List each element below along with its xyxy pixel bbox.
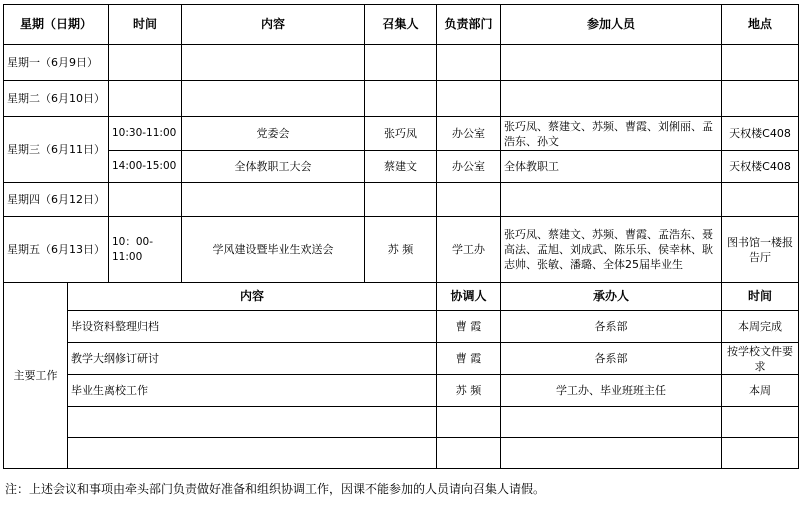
meeting-participants: 全体教职工 <box>501 151 722 183</box>
work-time: 本周完成 <box>722 311 799 343</box>
work-header-coordinator: 协调人 <box>437 283 501 311</box>
table-row <box>4 217 799 283</box>
work-time: 本周 <box>722 375 799 407</box>
table-row <box>4 375 799 407</box>
meeting-location: 天权楼C408 <box>722 117 799 151</box>
work-header-content: 内容 <box>68 283 437 311</box>
meeting-participants: 张巧凤、蔡建文、苏频、曹霞、刘俐丽、孟浩东、孙文 <box>501 117 722 151</box>
meeting-content: 全体教职工大会 <box>182 151 365 183</box>
meeting-participants: 张巧凤、蔡建文、苏频、曹霞、孟浩东、聂高法、孟旭、刘成武、陈乐乐、侯幸林、耿志帅、张敏、潘璐、全体25届毕业生 <box>501 217 722 283</box>
header-time: 时间 <box>109 5 182 45</box>
meeting-dept: 办公室 <box>437 117 501 151</box>
table-row <box>4 407 799 438</box>
header-day: 星期（日期） <box>4 5 109 45</box>
work-executor: 各系部 <box>501 343 722 375</box>
footnote: 注：上述会议和事项由牵头部门负责做好准备和组织协调工作，因课不能参加的人员请向召集人请假。 <box>5 482 546 496</box>
work-header-time: 时间 <box>722 283 799 311</box>
header-convener: 召集人 <box>365 5 437 45</box>
work-coordinator: 曹 霞 <box>437 343 501 375</box>
work-time: 按学校文件要求 <box>722 343 799 375</box>
header-location: 地点 <box>722 5 799 45</box>
work-header-executor: 承办人 <box>501 283 722 311</box>
table-row <box>4 81 799 117</box>
table-row <box>4 183 799 217</box>
meeting-time: 10:30-11:00 <box>109 117 182 151</box>
work-content: 毕设资料整理归档 <box>68 311 437 343</box>
header-dept: 负责部门 <box>437 5 501 45</box>
table-row <box>4 151 799 183</box>
meeting-dept: 学工办 <box>437 217 501 283</box>
header-content: 内容 <box>182 5 365 45</box>
meeting-content: 学风建设暨毕业生欢送会 <box>182 217 365 283</box>
meeting-content: 党委会 <box>182 117 365 151</box>
work-content: 教学大纲修订研讨 <box>68 343 437 375</box>
day-monday: 星期一（6月9日） <box>4 45 109 81</box>
meeting-convener: 苏 频 <box>365 217 437 283</box>
table-row <box>4 438 799 469</box>
header-participants: 参加人员 <box>501 5 722 45</box>
work-coordinator: 曹 霞 <box>437 311 501 343</box>
meeting-dept: 办公室 <box>437 151 501 183</box>
meeting-convener: 蔡建文 <box>365 151 437 183</box>
table-row <box>4 45 799 81</box>
day-tuesday: 星期二（6月10日） <box>4 81 109 117</box>
meeting-time: 10：00-11:00 <box>109 217 182 283</box>
day-friday: 星期五（6月13日） <box>4 217 109 283</box>
work-executor: 各系部 <box>501 311 722 343</box>
table-row <box>4 117 799 151</box>
meeting-location: 天权楼C408 <box>722 151 799 183</box>
work-header-row <box>4 283 799 311</box>
meeting-convener: 张巧凤 <box>365 117 437 151</box>
section-main-work: 主要工作 <box>4 283 68 469</box>
work-content: 毕业生离校工作 <box>68 375 437 407</box>
day-wednesday: 星期三（6月11日） <box>4 117 109 183</box>
schedule-table <box>3 4 799 469</box>
work-executor: 学工办、毕业班班主任 <box>501 375 722 407</box>
table-row <box>4 311 799 343</box>
header-row <box>4 5 799 45</box>
work-coordinator: 苏 频 <box>437 375 501 407</box>
table-row <box>4 343 799 375</box>
meeting-location: 图书馆一楼报告厅 <box>722 217 799 283</box>
day-thursday: 星期四（6月12日） <box>4 183 109 217</box>
meeting-time: 14:00-15:00 <box>109 151 182 183</box>
